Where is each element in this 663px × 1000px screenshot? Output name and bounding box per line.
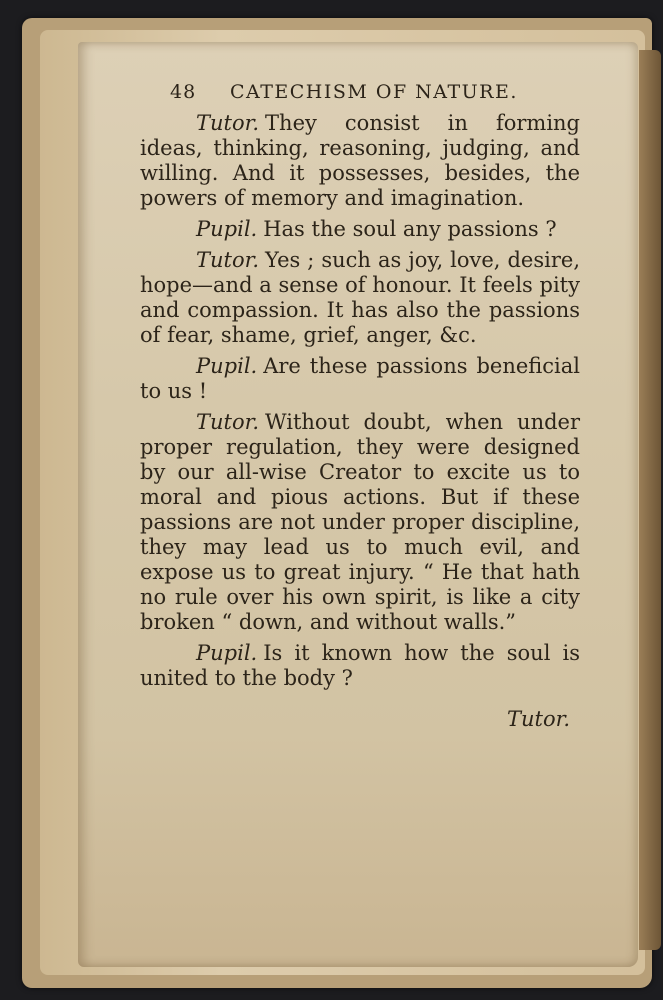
speaker-label: Tutor. <box>196 111 260 135</box>
speaker-label: Pupil. <box>196 641 258 665</box>
dialogue-text: Are these passions beneficial to us ! <box>140 354 580 403</box>
dialogue-paragraph <box>140 354 580 404</box>
dialogue-text: They consist in forming ideas, thinking, reasoning, judging, and willing. And it possesses, besides, the powers of memory and imagination. <box>140 111 580 210</box>
running-title: CATECHISM OF NATURE. <box>230 81 518 103</box>
page-header <box>140 80 580 105</box>
catchword: Tutor. <box>506 707 570 731</box>
dialogue-paragraph <box>140 248 580 348</box>
dialogue-paragraph <box>140 217 580 242</box>
dialogue-paragraph <box>140 111 580 211</box>
speaker-label: Pupil. <box>196 217 258 241</box>
page-number: 48 <box>170 81 197 103</box>
dialogue-text: Has the soul any passions ? <box>263 217 557 241</box>
page-text <box>140 80 580 732</box>
dialogue-text: Yes ; such as joy, love, desire, hope—and a sense of honour. It feels pity and compassion. It has also the passions of fear, shame, grief, anger, &c. <box>140 248 580 347</box>
dialogue-paragraph <box>140 641 580 691</box>
book-spine <box>639 50 661 950</box>
speaker-label: Tutor. <box>196 410 260 434</box>
dialogue-paragraph <box>140 410 580 635</box>
speaker-label: Pupil. <box>196 354 258 378</box>
dialogue-text: Without doubt, when under proper regulation, they were designed by our all-wise Creator to excite us to moral and pious actions. But if these passions are not under proper discipline, they may lead us to much evil, and expose us to great injury. “ He that hath no rule over his own spirit, is like a city broken “ down, and without walls.” <box>140 410 580 634</box>
dialogue-text: Is it known how the soul is united to the body ? <box>140 641 580 690</box>
speaker-label: Tutor. <box>196 248 260 272</box>
